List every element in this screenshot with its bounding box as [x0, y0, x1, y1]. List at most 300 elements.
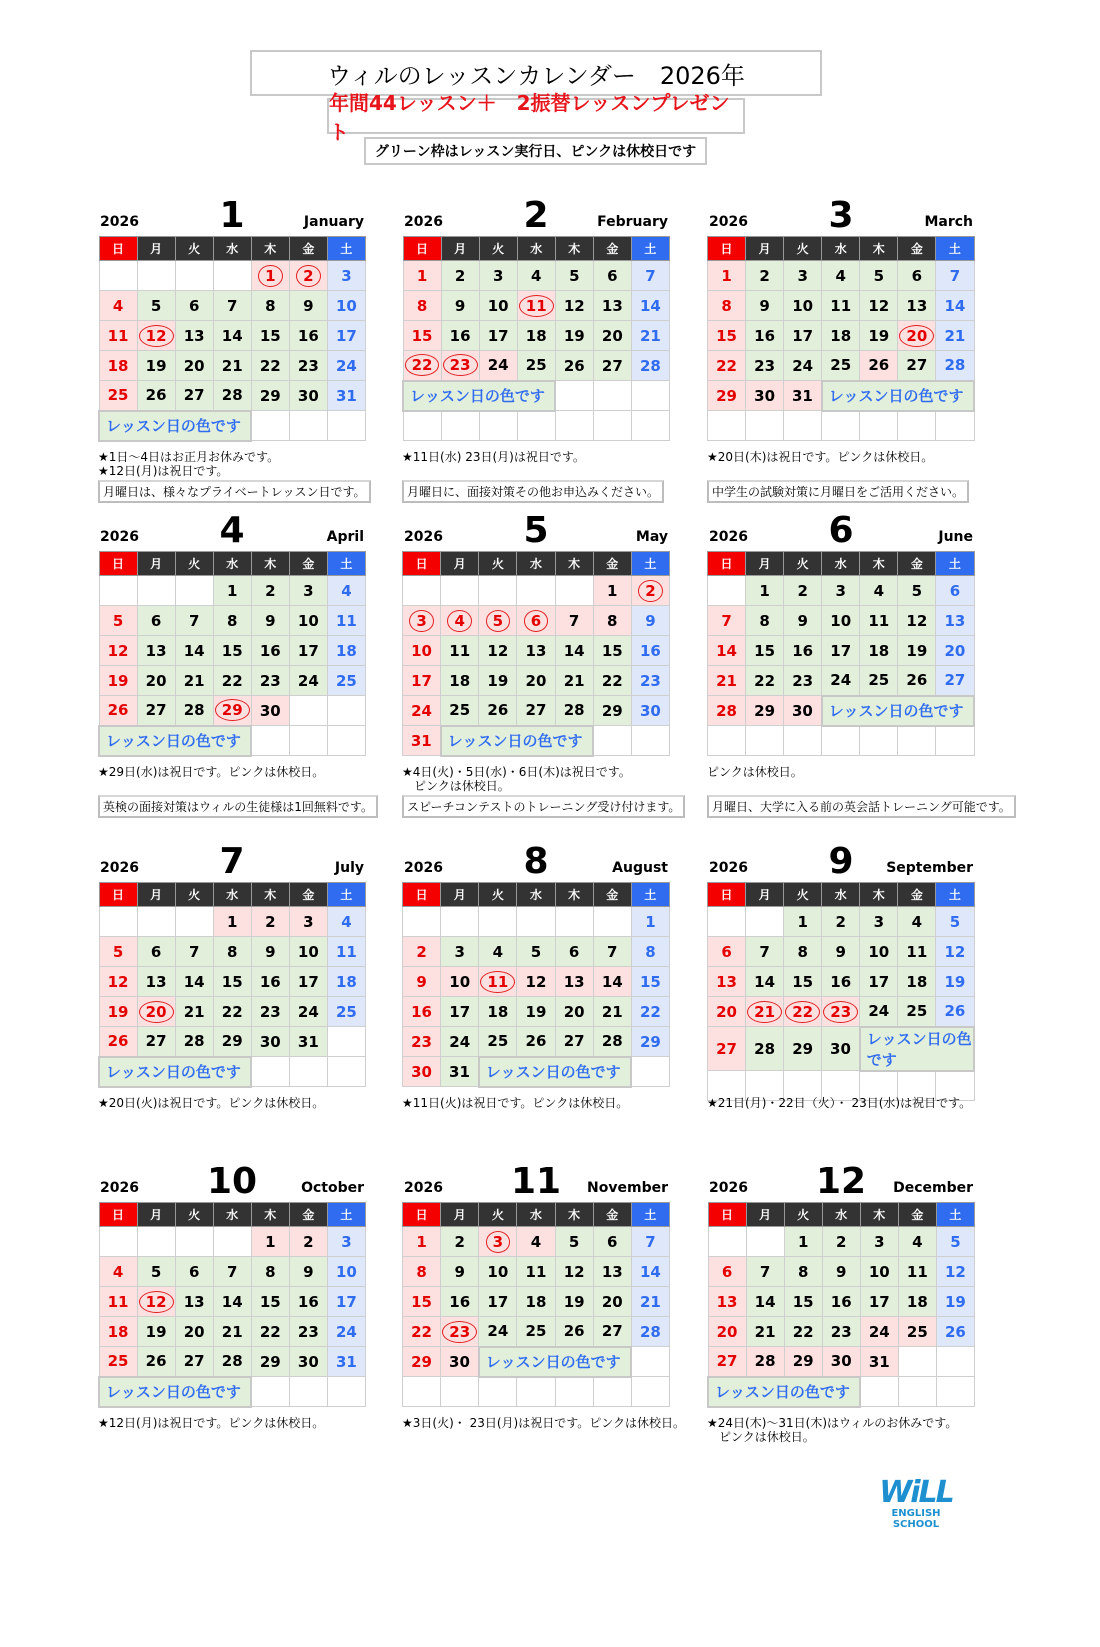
day-cell: 7: [936, 261, 974, 291]
day-cell: 12: [99, 967, 137, 997]
note-line: ★12日(月)は祝日です。ピンクは休校日。: [98, 1416, 325, 1430]
lesson-color-legend: レッスン日の色です: [822, 381, 974, 411]
weekday-header: 土: [936, 237, 974, 261]
empty-cell: [746, 907, 784, 937]
day-cell: 25: [898, 997, 936, 1027]
day-cell: 4: [517, 261, 555, 291]
day-cell: 25: [327, 666, 365, 696]
day-cell: 7: [175, 937, 213, 967]
month-notes: [98, 765, 398, 779]
empty-cell: [441, 411, 479, 441]
day-cell: 7: [213, 291, 251, 321]
day-cell: 18: [327, 967, 365, 997]
empty-cell: [746, 411, 784, 441]
weekday-header: 金: [593, 883, 631, 907]
empty-cell: [593, 726, 631, 756]
day-cell: 21: [175, 997, 213, 1027]
month-english-name: September: [886, 860, 973, 876]
empty-cell: [746, 726, 784, 756]
weekday-header: 水: [822, 1203, 860, 1227]
day-cell: 15: [746, 636, 784, 666]
day-cell: 7: [746, 1257, 784, 1287]
month-number: 5: [523, 510, 549, 551]
day-cell: 15: [213, 636, 251, 666]
weekday-header: 金: [898, 1203, 936, 1227]
weekday-header: 金: [289, 883, 327, 907]
month-october: [98, 1154, 366, 1408]
month-notes: [707, 1416, 1007, 1444]
day-cell: 3: [784, 261, 822, 291]
day-cell: [289, 261, 327, 291]
day-cell: 27: [517, 696, 555, 726]
day-cell: 20: [708, 997, 746, 1027]
day-cell: 9: [251, 606, 289, 636]
empty-cell: [327, 1057, 365, 1087]
day-cell: 30: [289, 381, 327, 411]
day-cell: 7: [213, 1257, 251, 1287]
day-cell: 17: [822, 636, 860, 666]
day-cell: 21: [213, 351, 251, 381]
day-cell: 15: [403, 1287, 441, 1317]
month-table: [402, 551, 670, 757]
day-cell: 9: [822, 937, 860, 967]
day-cell: 11: [99, 1287, 137, 1317]
empty-cell: [517, 907, 555, 937]
day-cell: 14: [936, 291, 974, 321]
day-cell: [479, 1227, 517, 1257]
day-cell: 4: [517, 1227, 555, 1257]
empty-cell: [175, 576, 213, 606]
day-cell: 9: [251, 937, 289, 967]
day-cell: 27: [936, 666, 974, 696]
day-cell: 27: [555, 1027, 593, 1057]
empty-cell: [403, 907, 441, 937]
weekday-header: 日: [99, 883, 137, 907]
day-cell: [479, 967, 517, 997]
holiday-circle: 2: [638, 580, 662, 602]
empty-cell: [593, 411, 631, 441]
day-cell: 5: [936, 907, 974, 937]
day-cell: [784, 997, 822, 1027]
day-cell: 12: [898, 606, 936, 636]
day-cell: 17: [784, 321, 822, 351]
day-cell: 29: [403, 1347, 441, 1377]
day-cell: 24: [479, 351, 517, 381]
day-cell: 21: [593, 997, 631, 1027]
weekday-header: 木: [555, 883, 593, 907]
weekday-header: 月: [137, 552, 175, 576]
weekday-header: 月: [137, 237, 175, 261]
day-cell: 25: [441, 696, 479, 726]
day-cell: 1: [784, 907, 822, 937]
day-cell: 27: [175, 381, 213, 411]
empty-cell: [784, 411, 822, 441]
holiday-circle: 21: [747, 1001, 782, 1023]
holiday-circle: 3: [409, 610, 433, 632]
day-cell: 1: [403, 1227, 441, 1257]
day-cell: 20: [175, 1317, 213, 1347]
weekday-header: 火: [175, 1203, 213, 1227]
day-cell: 23: [822, 1317, 860, 1347]
empty-cell: [479, 1377, 517, 1407]
day-cell: 19: [137, 1317, 175, 1347]
weekday-header: 月: [441, 552, 479, 576]
day-cell: 29: [593, 696, 631, 726]
day-cell: 30: [289, 1347, 327, 1377]
year-label: 2026: [404, 214, 443, 230]
weekday-header: 木: [251, 1203, 289, 1227]
day-cell: 6: [708, 937, 746, 967]
day-cell: 27: [593, 1317, 631, 1347]
weekday-header: 火: [175, 552, 213, 576]
weekday-header: 木: [860, 552, 898, 576]
day-cell: 16: [251, 636, 289, 666]
empty-cell: [936, 726, 974, 756]
day-cell: 18: [517, 1287, 555, 1317]
day-cell: 9: [403, 967, 441, 997]
empty-cell: [99, 576, 137, 606]
day-cell: 13: [898, 291, 936, 321]
weekday-header: 水: [822, 883, 860, 907]
day-cell: 11: [517, 1257, 555, 1287]
empty-cell: [898, 726, 936, 756]
weekday-header: 水: [822, 552, 860, 576]
day-cell: 29: [251, 1347, 289, 1377]
empty-cell: [708, 411, 746, 441]
day-cell: [822, 997, 860, 1027]
empty-cell: [517, 1377, 555, 1407]
day-cell: 19: [898, 636, 936, 666]
month-number: 12: [815, 1161, 867, 1202]
month-table: [98, 1202, 366, 1408]
empty-cell: [517, 411, 555, 441]
day-cell: 4: [822, 261, 860, 291]
holiday-circle: 12: [139, 1291, 174, 1313]
day-cell: 12: [860, 291, 898, 321]
day-cell: 31: [441, 1057, 479, 1087]
day-cell: 5: [99, 606, 137, 636]
empty-cell: [403, 1377, 441, 1407]
holiday-circle: 22: [785, 1001, 820, 1023]
day-cell: 7: [708, 606, 746, 636]
empty-cell: [936, 1377, 974, 1407]
day-cell: 8: [251, 1257, 289, 1287]
day-cell: 19: [555, 321, 593, 351]
day-cell: 15: [593, 636, 631, 666]
day-cell: 19: [936, 1287, 974, 1317]
empty-cell: [175, 1227, 213, 1257]
day-cell: 2: [251, 907, 289, 937]
day-cell: 4: [327, 907, 365, 937]
weekday-header: 日: [708, 237, 746, 261]
day-cell: [213, 696, 251, 726]
month-number: 6: [828, 510, 854, 551]
month-number: 1: [219, 195, 245, 236]
note-line: ★12日(月)は祝日です。: [98, 464, 229, 478]
day-cell: 8: [213, 937, 251, 967]
day-cell: 9: [289, 291, 327, 321]
weekday-header: 木: [555, 237, 593, 261]
day-cell: 8: [213, 606, 251, 636]
month-number: 4: [219, 510, 245, 551]
logo-wordmark: WiLL: [879, 1475, 953, 1510]
empty-cell: [99, 261, 137, 291]
day-cell: 6: [137, 937, 175, 967]
holiday-circle: 23: [443, 354, 478, 376]
note-line: ★11日(水) 23日(月)は祝日です。: [402, 450, 585, 464]
logo-subtitle: ENGLISH SCHOOL: [891, 1508, 941, 1530]
month-table: [98, 236, 366, 442]
day-cell: 16: [289, 321, 327, 351]
day-cell: 29: [708, 381, 746, 411]
day-cell: 20: [936, 636, 974, 666]
day-cell: 10: [327, 1257, 365, 1287]
day-cell: 8: [631, 937, 669, 967]
day-cell: 13: [137, 967, 175, 997]
empty-cell: [593, 381, 631, 411]
weekday-header: 木: [860, 1203, 898, 1227]
empty-cell: [631, 411, 669, 441]
day-cell: 23: [784, 666, 822, 696]
weekday-header: 金: [898, 883, 936, 907]
day-cell: 3: [479, 261, 517, 291]
weekday-header: 月: [137, 883, 175, 907]
day-cell: 13: [593, 1257, 631, 1287]
day-cell: 28: [936, 351, 974, 381]
month-number: 8: [523, 841, 549, 882]
day-cell: [517, 606, 555, 636]
day-cell: 15: [251, 321, 289, 351]
month-number: 2: [523, 195, 549, 236]
day-cell: 24: [403, 696, 441, 726]
month-english-name: February: [597, 214, 668, 230]
day-cell: 6: [936, 576, 974, 606]
day-cell: 15: [631, 967, 669, 997]
day-cell: 14: [175, 636, 213, 666]
day-cell: 28: [175, 696, 213, 726]
holiday-circle: 12: [139, 325, 174, 347]
day-cell: 17: [403, 666, 441, 696]
month-number: 7: [219, 841, 245, 882]
day-cell: 26: [898, 666, 936, 696]
day-cell: 23: [631, 666, 669, 696]
weekday-header: 土: [327, 1203, 365, 1227]
day-cell: 13: [555, 967, 593, 997]
note-line: ★11日(火)は祝日です。ピンクは休校日。: [402, 1096, 629, 1110]
day-cell: 19: [860, 321, 898, 351]
day-cell: 6: [593, 261, 631, 291]
weekday-header: 水: [517, 883, 555, 907]
month-january: [98, 188, 366, 442]
day-cell: 24: [479, 1317, 517, 1347]
month-notes: [98, 1416, 398, 1430]
year-label: 2026: [709, 1180, 748, 1196]
empty-cell: [784, 726, 822, 756]
day-cell: 5: [99, 937, 137, 967]
day-cell: 3: [327, 261, 365, 291]
day-cell: 25: [99, 1347, 137, 1377]
empty-cell: [898, 1377, 936, 1407]
day-cell: 9: [441, 291, 479, 321]
day-cell: 20: [175, 351, 213, 381]
empty-cell: [479, 411, 517, 441]
year-label: 2026: [404, 529, 443, 545]
day-cell: 20: [593, 321, 631, 351]
day-cell: [441, 1317, 479, 1347]
day-cell: 20: [137, 666, 175, 696]
day-cell: 23: [289, 1317, 327, 1347]
day-cell: 18: [99, 1317, 137, 1347]
day-cell: [251, 261, 289, 291]
day-cell: 18: [327, 636, 365, 666]
empty-cell: [403, 576, 441, 606]
day-cell: 3: [860, 907, 898, 937]
day-cell: 28: [631, 1317, 669, 1347]
day-cell: 26: [99, 1027, 137, 1057]
month-header: [707, 188, 975, 236]
day-cell: 21: [555, 666, 593, 696]
day-cell: 5: [137, 291, 175, 321]
day-cell: 21: [708, 666, 746, 696]
weekday-header: 火: [479, 237, 517, 261]
day-cell: 9: [822, 1257, 860, 1287]
day-cell: 4: [860, 576, 898, 606]
year-label: 2026: [100, 529, 139, 545]
day-cell: 23: [251, 666, 289, 696]
day-cell: 30: [822, 1347, 860, 1377]
day-cell: 26: [479, 696, 517, 726]
weekday-header: 火: [784, 237, 822, 261]
month-number: 9: [828, 841, 854, 882]
day-cell: 28: [213, 381, 251, 411]
day-cell: 10: [441, 967, 479, 997]
day-cell: 15: [708, 321, 746, 351]
day-cell: 18: [479, 997, 517, 1027]
month-table: [98, 882, 366, 1088]
day-cell: 21: [175, 666, 213, 696]
empty-cell: [593, 907, 631, 937]
day-cell: 13: [708, 967, 746, 997]
day-cell: 15: [784, 1287, 822, 1317]
highlight-note: 英検の面接対策はウィルの生徒様は1回無料です。: [98, 795, 378, 818]
day-cell: 27: [175, 1347, 213, 1377]
day-cell: 18: [898, 967, 936, 997]
weekday-header: 木: [555, 552, 593, 576]
day-cell: [898, 321, 936, 351]
note-line: ピンクは休校日。: [707, 765, 803, 779]
year-label: 2026: [404, 1180, 443, 1196]
month-notes: [402, 765, 702, 793]
day-cell: 3: [441, 937, 479, 967]
day-cell: 22: [593, 666, 631, 696]
day-cell: 19: [555, 1287, 593, 1317]
day-cell: 8: [708, 291, 746, 321]
day-cell: 1: [593, 576, 631, 606]
month-header: [98, 503, 366, 551]
empty-cell: [175, 907, 213, 937]
highlight-note: スピーチコンテストのトレーニング受け付けます。: [402, 795, 685, 818]
month-english-name: October: [301, 1180, 364, 1196]
day-cell: 16: [784, 636, 822, 666]
day-cell: 15: [213, 967, 251, 997]
day-cell: 13: [517, 636, 555, 666]
day-cell: 21: [631, 1287, 669, 1317]
day-cell: 6: [137, 606, 175, 636]
day-cell: 2: [822, 1227, 860, 1257]
month-june: [707, 503, 975, 756]
note-line: ★21日(月)・22日（火）・ 23日(水)は祝日です。: [707, 1096, 972, 1110]
holiday-circle: 29: [215, 699, 250, 721]
empty-cell: [860, 726, 898, 756]
lesson-color-legend: レッスン日の色です: [99, 726, 251, 756]
holiday-circle: 22: [405, 354, 440, 376]
day-cell: 28: [213, 1347, 251, 1377]
month-header: [402, 503, 670, 551]
day-cell: [441, 606, 479, 636]
empty-cell: [327, 726, 365, 756]
day-cell: 29: [251, 381, 289, 411]
day-cell: 14: [175, 967, 213, 997]
empty-cell: [631, 1377, 669, 1407]
day-cell: [441, 351, 479, 381]
month-notes: [707, 765, 1007, 779]
month-table: [402, 236, 670, 441]
day-cell: 31: [327, 381, 365, 411]
day-cell: 30: [251, 696, 289, 726]
day-cell: 26: [860, 351, 898, 381]
weekday-header: 火: [175, 237, 213, 261]
day-cell: 9: [746, 291, 784, 321]
weekday-header: 水: [517, 1203, 555, 1227]
month-table: [707, 236, 975, 441]
day-cell: 3: [289, 576, 327, 606]
month-number: 11: [510, 1161, 562, 1202]
highlight-note: 月曜日、大学に入る前の英会話トレーニング可能です。: [707, 795, 1016, 818]
note-line: ピンクは休校日。: [402, 779, 510, 793]
weekday-header: 土: [327, 883, 365, 907]
day-cell: [746, 997, 784, 1027]
month-april: [98, 503, 366, 757]
day-cell: [403, 351, 441, 381]
day-cell: [403, 606, 441, 636]
holiday-circle: 3: [486, 1231, 510, 1253]
day-cell: 29: [746, 696, 784, 726]
day-cell: 8: [784, 937, 822, 967]
day-cell: 18: [898, 1287, 936, 1317]
weekday-header: 木: [251, 552, 289, 576]
day-cell: 9: [441, 1257, 479, 1287]
month-english-name: November: [587, 1180, 668, 1196]
day-cell: 25: [327, 997, 365, 1027]
highlight-note: 月曜日は、様々なプライベートレッスン日です。: [98, 480, 371, 503]
day-cell: 12: [555, 1257, 593, 1287]
year-label: 2026: [709, 860, 748, 876]
day-cell: 24: [441, 1027, 479, 1057]
day-cell: 2: [403, 937, 441, 967]
weekday-header: 月: [746, 237, 784, 261]
day-cell: 30: [822, 1027, 860, 1071]
day-cell: 1: [746, 576, 784, 606]
day-cell: 28: [555, 696, 593, 726]
day-cell: 10: [479, 1257, 517, 1287]
lesson-color-legend: レッスン日の色です: [479, 1347, 632, 1377]
day-cell: 31: [289, 1027, 327, 1057]
weekday-header: 火: [175, 883, 213, 907]
weekday-header: 土: [631, 552, 669, 576]
empty-cell: [251, 726, 289, 756]
day-cell: 1: [403, 261, 441, 291]
day-cell: 12: [936, 937, 974, 967]
